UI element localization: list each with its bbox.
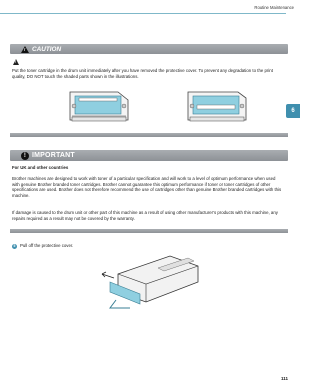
important-title: IMPORTANT [32, 152, 75, 159]
warning-triangle-icon: ! [21, 46, 29, 53]
section-title: Routine Maintenance [254, 5, 294, 10]
drum-illustrations [0, 80, 300, 132]
important-end-rule [10, 229, 288, 233]
important-title-row [21, 152, 75, 160]
chapter-tab: 6 [286, 104, 300, 118]
step-instruction: Pull off the protective cover. [20, 243, 74, 248]
important-region-heading: For UK and other countries [12, 165, 69, 170]
important-paragraph-2: If damage is caused to the drum unit or other part of this machine as a result of using other manufacturer's products with this machine, any repairs required as a result may not be covered by the warranty. [12, 210, 278, 221]
page-number: 111 [280, 376, 288, 381]
important-banner [10, 150, 288, 161]
exclamation-icon: ! [21, 152, 29, 160]
caution-title: CAUTION [32, 45, 62, 53]
important-paragraph-1: Brother machines are designed to work with toner of a particular specification and will work to a level of optimum performance when used with genuine Brother branded toner cartridges. Brother cannot guarantee this optimum performance if toner or toner cartridges of other specifications are used. Brother does not therefore recommend the use of cartridges other than genuine Brother branded cartridges with this machine. [12, 176, 282, 198]
drum-unit-rear-illustration [70, 92, 128, 121]
step-number-badge: 5 [13, 243, 16, 248]
caution-title-row [21, 46, 61, 53]
caution-text: Put the toner cartridge in the drum unit immediately after you have removed the protective cover. To prevent any degradation to the print quality, DO NOT touch the shaded parts shown in the illustrations. [12, 68, 273, 79]
drum-unit-front-illustration [188, 92, 246, 121]
caution-banner [10, 44, 288, 54]
toner-cartridge-illustration [100, 252, 210, 312]
caution-hazard-icon: ! [13, 59, 19, 65]
header-rule [0, 13, 286, 14]
caution-end-rule [10, 133, 288, 137]
